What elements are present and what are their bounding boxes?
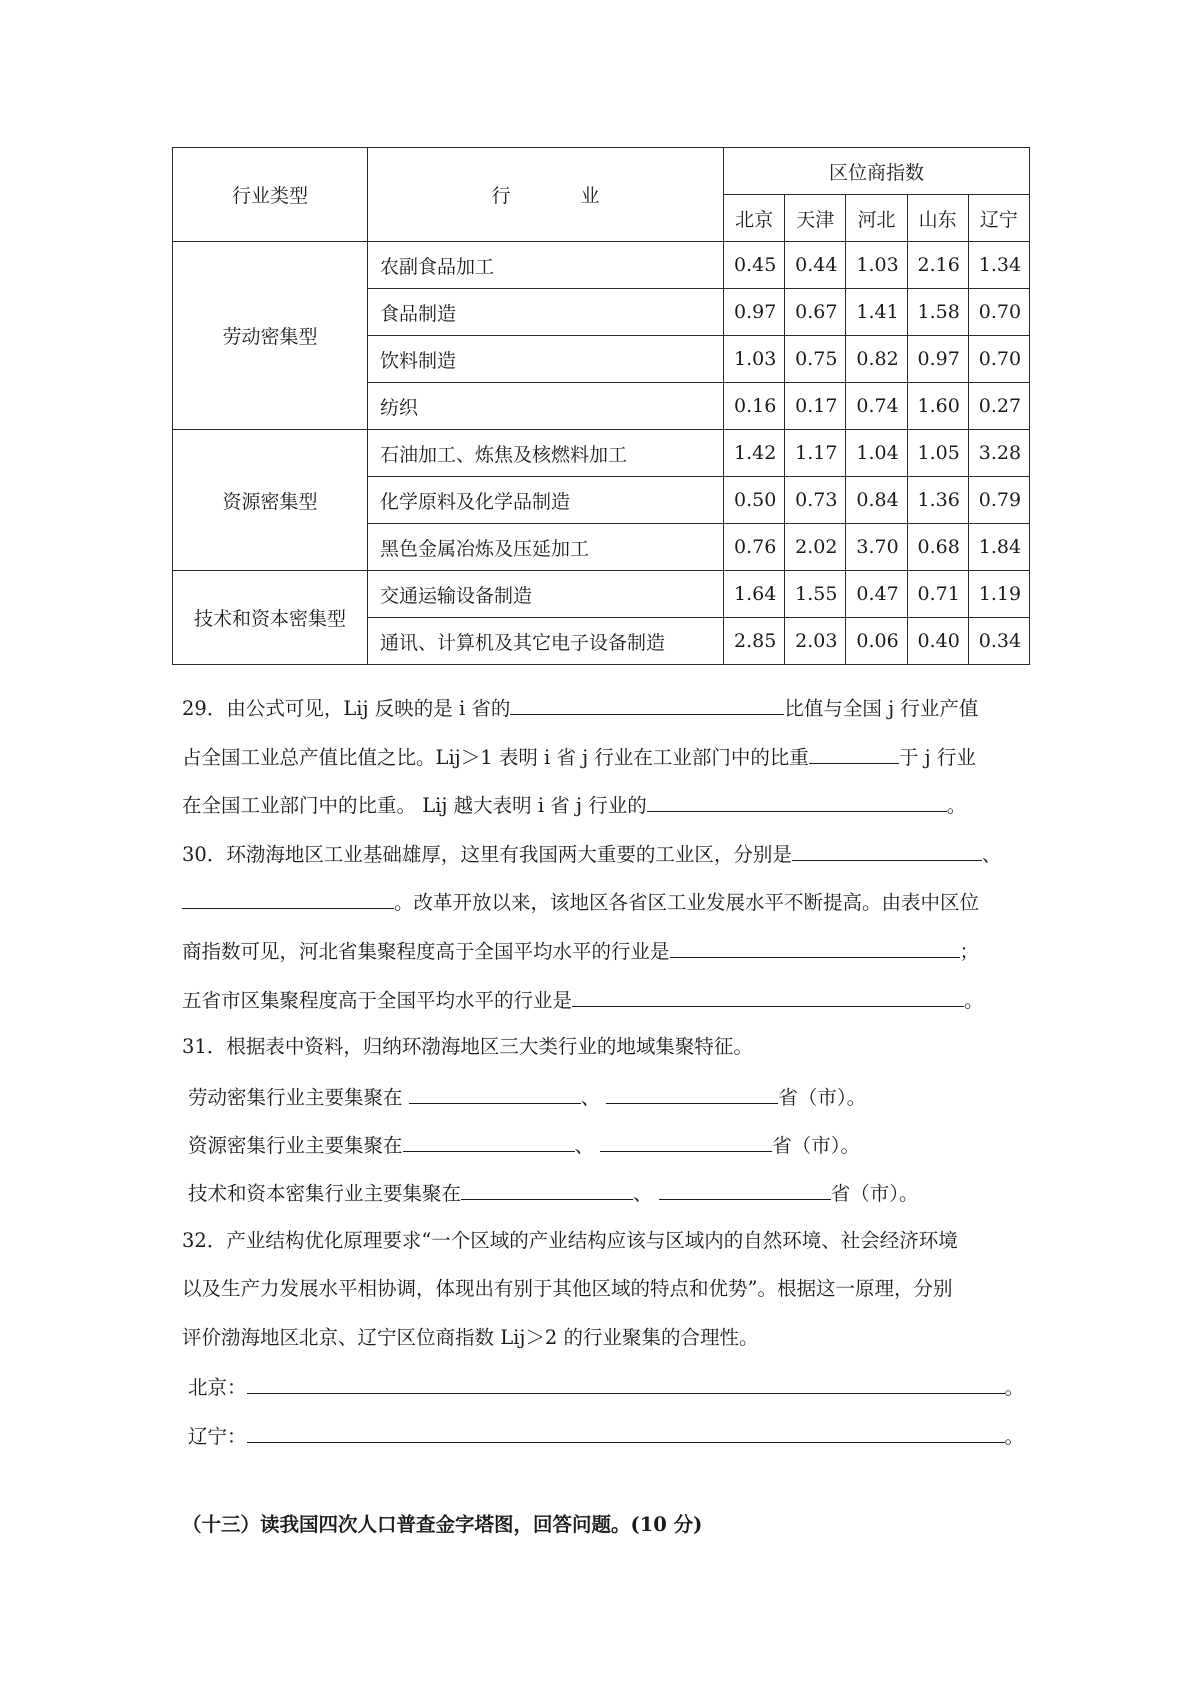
section-13-heading: （十三）读我国四次人口普查金字塔图，回答问题。(10 分)	[182, 1513, 703, 1536]
answer-blank[interactable]	[510, 694, 784, 715]
q29-text: 。	[946, 794, 967, 817]
q29-text: 占全国工业总产值比值之比。Lij＞1 表明 i 省 j 行业在工业部门中的比重	[182, 746, 809, 769]
lq-value-cell: 0.70	[968, 289, 1029, 336]
lq-value-cell: 1.17	[785, 430, 846, 477]
industry-type-cell: 资源密集型	[173, 430, 368, 571]
answer-blank[interactable]	[461, 1179, 633, 1200]
lq-value-cell: 1.41	[846, 289, 907, 336]
lq-value-cell: 2.02	[785, 524, 846, 571]
industry-cell: 农副食品加工	[368, 242, 724, 289]
lq-value-cell: 0.67	[785, 289, 846, 336]
q32-text: 。	[1004, 1425, 1025, 1448]
lq-value-cell: 0.34	[968, 618, 1029, 665]
lq-value-cell: 0.16	[723, 383, 784, 430]
industry-cell: 食品制造	[368, 289, 724, 336]
lq-value-cell: 0.68	[907, 524, 968, 571]
header-province: 天津	[785, 195, 846, 242]
lq-value-cell: 0.97	[723, 289, 784, 336]
table-body	[173, 242, 1030, 665]
q31-labor	[188, 1083, 866, 1111]
answer-blank[interactable]	[606, 1083, 778, 1104]
q32-beijing	[188, 1373, 1024, 1401]
q30-line-2	[182, 888, 979, 916]
lq-value-cell: 0.75	[785, 336, 846, 383]
q32-text: 。	[1004, 1376, 1025, 1399]
lq-value-cell: 0.06	[846, 618, 907, 665]
industry-cell: 通讯、计算机及其它电子设备制造	[368, 618, 724, 665]
lq-value-cell: 2.85	[723, 618, 784, 665]
lq-value-cell: 0.50	[723, 477, 784, 524]
q32-line-1: 32．产业结构优化原理要求“一个区域的产业结构应该与区域内的自然环境、社会经济环境	[182, 1229, 958, 1252]
lq-value-cell: 1.03	[723, 336, 784, 383]
q31-resource	[188, 1131, 860, 1159]
lq-value-cell: 0.97	[907, 336, 968, 383]
table-row	[173, 430, 1030, 477]
table-row	[173, 571, 1030, 618]
lq-value-cell: 0.74	[846, 383, 907, 430]
q29-line-2	[182, 743, 976, 771]
location-quotient-table	[172, 147, 1030, 665]
q29-line-1	[182, 694, 978, 722]
header-industry	[368, 148, 724, 242]
answer-blank[interactable]	[409, 1083, 581, 1104]
q30-line-4	[182, 986, 984, 1014]
lq-value-cell: 0.76	[723, 524, 784, 571]
industry-type-cell: 劳动密集型	[173, 242, 368, 430]
lq-value-cell: 0.82	[846, 336, 907, 383]
answer-blank[interactable]	[403, 1131, 575, 1152]
lq-value-cell: 0.73	[785, 477, 846, 524]
answer-blank[interactable]	[647, 791, 947, 812]
header-industry-left: 行	[491, 185, 511, 207]
lq-value-cell: 1.64	[723, 571, 784, 618]
q29-line-3	[182, 791, 966, 819]
lq-value-cell: 0.44	[785, 242, 846, 289]
lq-value-cell: 1.42	[723, 430, 784, 477]
industry-cell: 交通运输设备制造	[368, 571, 724, 618]
lq-value-cell: 0.45	[723, 242, 784, 289]
industry-cell: 饮料制造	[368, 336, 724, 383]
lq-value-cell: 0.40	[907, 618, 968, 665]
answer-blank[interactable]	[247, 1422, 1005, 1443]
lq-value-cell: 1.55	[785, 571, 846, 618]
q31-text: 技术和资本密集行业主要集聚在	[188, 1182, 462, 1205]
lq-value-cell: 0.71	[907, 571, 968, 618]
q32-label: 北京：	[188, 1376, 247, 1399]
table-row	[173, 242, 1030, 289]
q29-text: 于 j 行业	[898, 746, 976, 769]
q31-text: 资源密集行业主要集聚在	[188, 1134, 403, 1157]
q29-text: 29．由公式可见，Lij 反映的是 i 省的	[182, 697, 511, 720]
q30-text: 。改革开放以来，该地区各省区工业发展水平不断提高。由表中区位	[394, 891, 980, 914]
table-header-row	[173, 148, 1030, 195]
answer-blank[interactable]	[572, 986, 964, 1007]
q32-line-3: 评价渤海地区北京、辽宁区位商指数 Lij＞2 的行业聚集的合理性。	[182, 1326, 759, 1349]
lq-value-cell: 1.03	[846, 242, 907, 289]
lq-value-cell: 1.04	[846, 430, 907, 477]
industry-cell: 石油加工、炼焦及核燃料加工	[368, 430, 724, 477]
q30-text: 五省市区集聚程度高于全国平均水平的行业是	[182, 989, 573, 1012]
lq-value-cell: 0.47	[846, 571, 907, 618]
header-industry-type: 行业类型	[173, 148, 368, 242]
lq-value-cell: 0.70	[968, 336, 1029, 383]
lq-value-cell: 0.27	[968, 383, 1029, 430]
header-province: 河北	[846, 195, 907, 242]
answer-blank[interactable]	[809, 743, 899, 764]
industry-cell: 纺织	[368, 383, 724, 430]
q32-label: 辽宁：	[188, 1425, 247, 1448]
q31-text: 省（市）。	[778, 1086, 867, 1109]
lq-value-cell: 3.28	[968, 430, 1029, 477]
header-province: 山东	[907, 195, 968, 242]
answer-blank[interactable]	[670, 937, 960, 958]
q30-text: 、	[981, 843, 1002, 866]
lq-value-cell: 2.03	[785, 618, 846, 665]
industry-cell: 黑色金属冶炼及压延加工	[368, 524, 724, 571]
q31-text: 、	[574, 1134, 601, 1157]
header-location-quotient: 区位商指数	[723, 148, 1029, 195]
answer-blank[interactable]	[659, 1179, 831, 1200]
q32-liaoning	[188, 1422, 1024, 1450]
q30-text: 商指数可见，河北省集聚程度高于全国平均水平的行业是	[182, 940, 670, 963]
header-province: 北京	[723, 195, 784, 242]
lq-value-cell: 1.60	[907, 383, 968, 430]
q31-text: 劳动密集行业主要集聚在	[188, 1086, 409, 1109]
q30-line-1	[182, 840, 1001, 868]
lq-value-cell: 1.05	[907, 430, 968, 477]
lq-value-cell: 0.84	[846, 477, 907, 524]
header-industry-right: 业	[580, 185, 600, 207]
q31-text: 省（市）。	[772, 1134, 860, 1157]
q32-line-2: 以及生产力发展水平相协调，体现出有别于其他区域的特点和优势”。根据这一原理，分别	[182, 1277, 953, 1300]
answer-blank[interactable]	[182, 888, 394, 909]
lq-value-cell: 2.16	[907, 242, 968, 289]
q30-text: ；	[959, 940, 980, 963]
q31-text: 省（市）。	[830, 1182, 919, 1205]
lq-value-cell: 1.58	[907, 289, 968, 336]
answer-blank[interactable]	[247, 1373, 1005, 1394]
industry-type-cell: 技术和资本密集型	[173, 571, 368, 665]
lq-value-cell: 1.36	[907, 477, 968, 524]
q31-tech	[188, 1179, 918, 1207]
lq-value-cell: 1.84	[968, 524, 1029, 571]
lq-value-cell: 1.19	[968, 571, 1029, 618]
answer-blank[interactable]	[600, 1131, 772, 1152]
q29-text: 比值与全国 j 行业产值	[784, 697, 979, 720]
answer-blank[interactable]	[792, 840, 982, 861]
lq-value-cell: 0.17	[785, 383, 846, 430]
q31-text: 、	[633, 1182, 659, 1205]
q30-line-3	[182, 937, 979, 965]
lq-value-cell: 3.70	[846, 524, 907, 571]
industry-cell: 化学原料及化学品制造	[368, 477, 724, 524]
q31-text: 、	[580, 1086, 607, 1109]
q30-text: 30．环渤海地区工业基础雄厚，这里有我国两大重要的工业区，分别是	[182, 843, 792, 866]
q30-text: 。	[964, 989, 984, 1012]
q29-text: 在全国工业部门中的比重。 Lij 越大表明 i 省 j 行业的	[182, 794, 647, 817]
lq-value-cell: 0.79	[968, 477, 1029, 524]
q31-intro: 31．根据表中资料，归纳环渤海地区三大类行业的地域集聚特征。	[182, 1035, 753, 1058]
header-province: 辽宁	[968, 195, 1029, 242]
lq-value-cell: 1.34	[968, 242, 1029, 289]
